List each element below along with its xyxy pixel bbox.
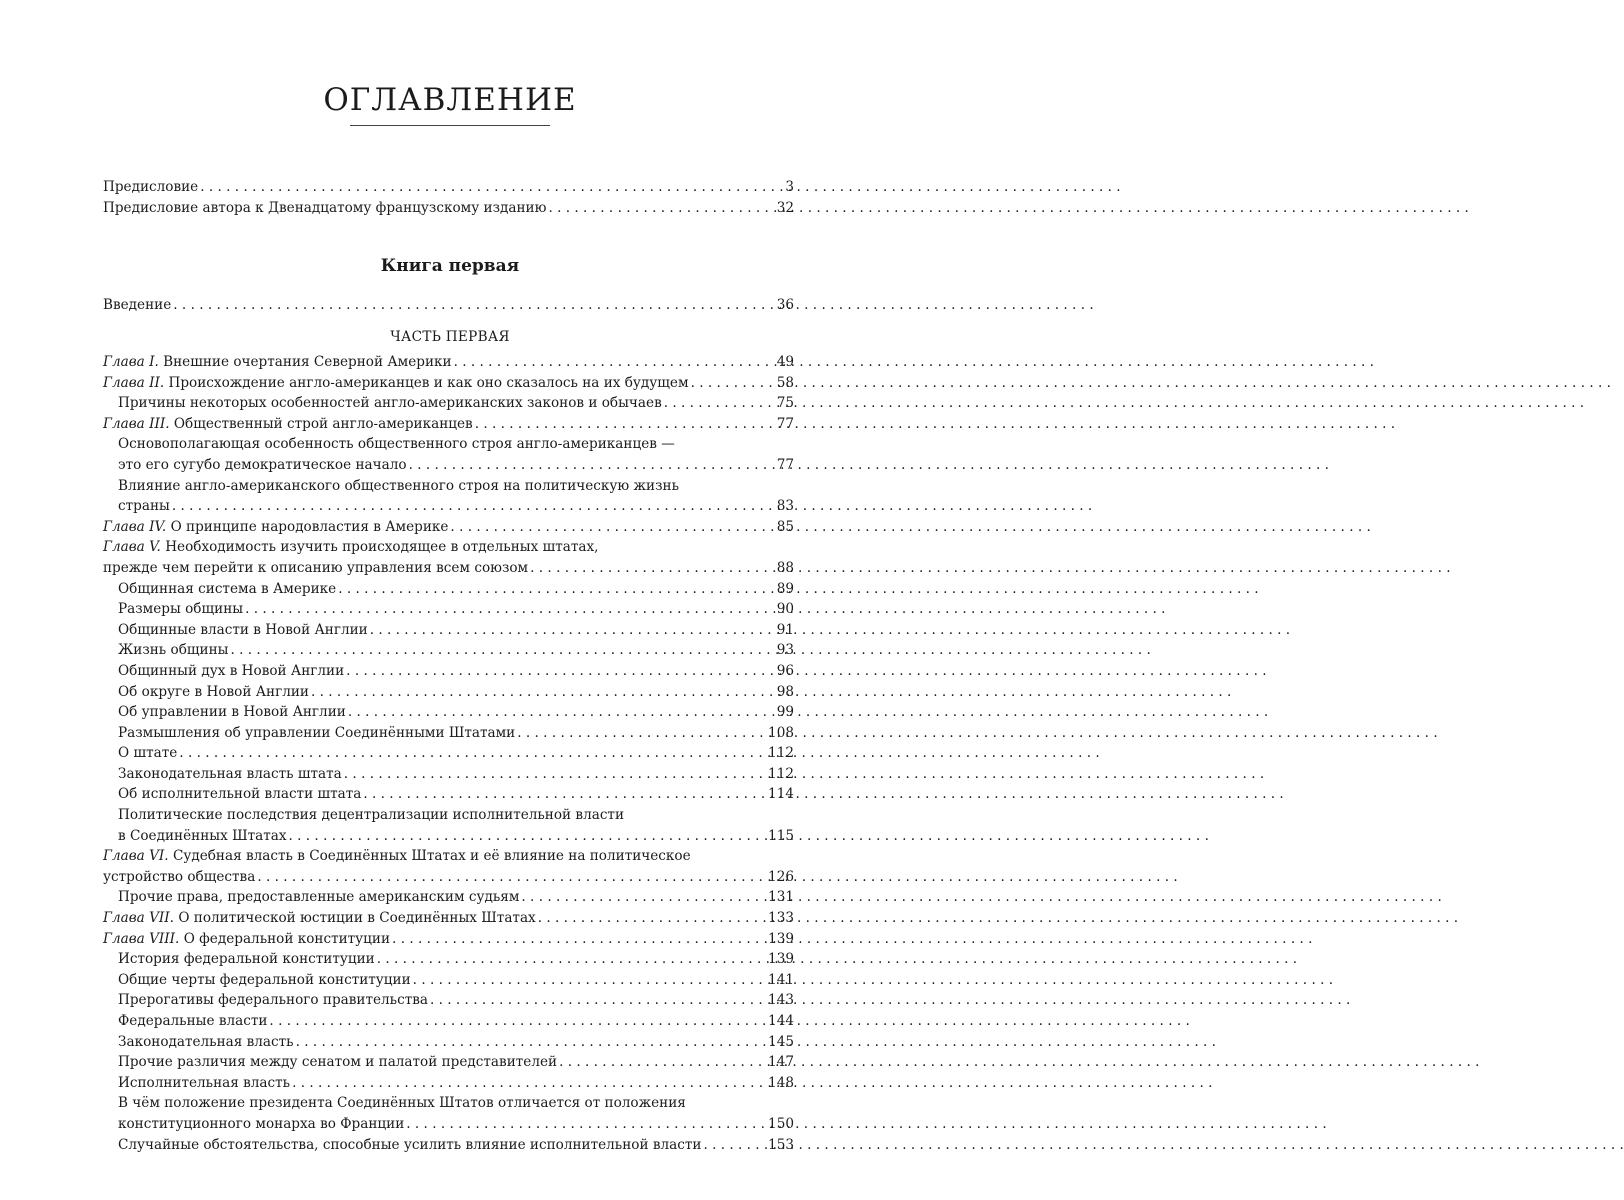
toc-page-number: 88 [776,559,794,576]
dot-leader [292,1073,766,1094]
toc-entry[interactable] [103,805,794,846]
page-title: ОГЛАВЛЕНИЕ [323,82,577,118]
toc-entry-text: Случайные обстоятельства, способные усилить влияние исполнительной власти [118,1136,702,1153]
dot-leader [245,599,775,620]
toc-entry[interactable] [103,764,794,785]
dot-leader [454,352,775,373]
dot-leader [664,393,775,414]
toc-page-number: 143 [768,992,794,1009]
toc-entry-text: Исполнительная власть [118,1074,291,1091]
front-matter-list [103,177,794,218]
toc-page-number: 77 [776,456,794,473]
part-heading: ЧАСТЬ ПЕРВАЯ [390,329,510,345]
dot-leader [406,1114,766,1135]
toc-entry[interactable] [103,702,794,723]
toc-entry-text: устройство общества [103,868,256,885]
toc-page-number: 83 [776,498,794,515]
toc-page-number: 112 [768,745,794,762]
dot-leader [172,496,775,517]
chapter-label: Глава VIII. [103,930,180,947]
toc-entry-text: Введение [103,297,172,313]
toc-page-number: 90 [776,601,794,618]
chapter-label: Глава III. [103,415,170,432]
toc-page-number: 147 [768,1054,794,1071]
toc-entry[interactable] [103,784,794,805]
dot-leader [173,295,774,316]
toc-page-number: 49 [776,354,794,370]
toc-entry-text: Прочие права, предоставленные американским судьям [118,889,520,906]
dot-leader [392,929,766,950]
toc-page-number: 153 [768,1136,794,1153]
toc-entry-text-line: Влияние англо-американского общественного строя на политическую жизнь [118,477,679,494]
toc-entry[interactable] [103,414,794,435]
toc-entry-text: страны [118,498,170,515]
toc-entry-text: Об округе в Новой Англии [118,683,309,700]
title-divider [350,125,550,126]
toc-entry-text: Общественный строй англо-американцев [173,415,473,432]
toc-entry[interactable] [103,295,794,316]
toc-entry-text: Общинная система в Америке [118,580,337,597]
toc-entry[interactable] [103,970,794,991]
toc-page-number: 141 [768,971,794,988]
chapter-label: Глава VI. [103,848,169,865]
chapter-label: Глава IV. [103,518,167,535]
dot-leader [691,373,775,394]
toc-entry-text: в Соединённых Штатах [118,827,287,844]
toc-entry-text: Прерогативы федерального правительства [118,992,428,1009]
toc-page-number: 126 [768,868,794,885]
dot-leader [363,784,766,805]
chapter-label: Глава VII. [103,910,174,927]
toc-entry[interactable] [103,723,794,744]
dot-leader [475,414,775,435]
toc-entry-text: Об исполнительной власти штата [118,786,362,803]
toc-page-number: 91 [776,621,794,638]
toc-list [103,352,794,1155]
toc-entry[interactable] [103,434,794,475]
chapter-label: Глава I. [103,354,159,370]
toc-page-number: 131 [768,889,794,906]
toc-entry-text: Размеры общины [118,601,244,618]
toc-entry-text: Внешние очертания Северной Америки [163,354,452,370]
toc-entry[interactable] [103,373,794,394]
toc-entry-text: Происхождение англо-американцев и как оно сказалось на их будущем [168,374,689,391]
dot-leader [289,826,767,847]
toc-entry[interactable] [103,929,794,950]
toc-entry[interactable] [103,198,794,219]
dot-leader [530,558,775,579]
toc-entry-text: прежде чем перейти к описанию управления всем союзом [103,559,529,576]
chapter-label: Глава II. [103,374,165,391]
toc-entry[interactable] [103,743,794,764]
toc-page-number: 77 [776,415,794,432]
toc-page-number: 112 [768,765,794,782]
dot-leader [230,640,774,661]
toc-entry-text: История федеральной конституции [118,951,375,968]
toc-page-number: 115 [768,827,794,844]
dot-leader [559,1052,766,1073]
dot-leader [517,723,766,744]
toc-entry[interactable] [103,599,794,620]
toc-entry-text: Прочие различия между сенатом и палатой представителей [118,1054,558,1071]
toc-page-number: 96 [776,662,794,679]
dot-leader [296,1032,766,1053]
toc-page-number: 139 [768,930,794,947]
toc-entry-text: Предисловие автора к Двенадцатому французскому изданию [103,199,547,216]
toc-page-number: 32 [776,199,794,216]
toc-page-number: 139 [768,951,794,968]
toc-entry[interactable] [103,1073,794,1094]
toc-entry-text-line: Основополагающая особенность общественного строя англо-американцев — [118,436,675,453]
dot-leader [450,517,774,538]
toc-entry[interactable] [103,620,794,641]
dot-leader [344,764,766,785]
toc-entry[interactable] [103,682,794,703]
toc-entry-text-line: Судебная власть в Соединённых Штатах и её влияние на политическое [172,848,691,865]
dot-leader [548,198,774,219]
toc-entry-text-line: Необходимость изучить происходящее в отдельных штатах, [165,539,599,556]
toc-page-number: 36 [776,297,794,313]
chapter-label: Глава V. [103,539,161,556]
intro-list [103,295,794,316]
toc-page-number: 98 [776,683,794,700]
dot-leader [200,177,778,198]
toc-page-number: 58 [776,374,794,391]
dot-leader [370,620,775,641]
toc-entry-text: Общинный дух в Новой Англии [118,662,345,679]
toc-page-number: 144 [768,1013,794,1029]
dot-leader [269,1011,766,1032]
toc-entry[interactable] [103,393,794,414]
toc-entry[interactable] [103,949,794,970]
toc-page-number: 89 [776,580,794,597]
book-heading: Книга первая [380,256,520,276]
toc-page-number: 3 [785,179,794,195]
toc-entry[interactable] [103,1052,794,1073]
toc-entry-text: О штате [118,745,178,762]
dot-leader [348,702,775,723]
toc-entry[interactable] [103,661,794,682]
toc-page-number: 93 [776,642,794,659]
dot-leader [338,579,774,600]
toc-entry[interactable] [103,1011,794,1032]
toc-entry-text: Законодательная власть штата [118,765,342,782]
toc-entry-text: Причины некоторых особенностей англо-американских законов и обычаев [118,395,662,412]
toc-entry[interactable] [103,887,794,908]
toc-entry-text: Об управлении в Новой Англии [118,704,346,721]
toc-entry-text: это его сугубо демократическое начало [118,456,407,473]
dot-leader [430,990,766,1011]
dot-leader [703,1135,766,1156]
dot-leader [257,867,766,888]
dot-leader [377,949,766,970]
toc-entry[interactable] [103,1135,794,1156]
toc-entry[interactable] [103,908,794,929]
toc-entry[interactable] [103,1032,794,1053]
toc-page-number: 114 [768,786,794,803]
dot-leader [413,970,766,991]
toc-entry-text: Законодательная власть [118,1033,294,1050]
toc-entry-text: О федеральной конституции [183,930,391,947]
dot-leader [346,661,775,682]
dot-leader [179,743,766,764]
toc-entry[interactable] [103,352,794,373]
toc-entry[interactable] [103,640,794,661]
toc-page-number: 85 [776,518,794,535]
toc-entry-text: Размышления об управлении Соединёнными Штатами [118,724,516,741]
toc-entry[interactable] [103,537,794,578]
toc-page-number: 148 [768,1074,794,1091]
toc-entry-text: Жизнь общины [118,642,229,659]
toc-entry-text: Общинные власти в Новой Англии [118,621,368,638]
toc-entry[interactable] [103,1093,794,1134]
toc-page-number: 133 [768,910,794,927]
toc-page-number: 108 [768,724,794,741]
toc-entry-text: О политической юстиции в Соединённых Штатах [178,910,536,927]
toc-entry-text: Предисловие [103,179,199,195]
toc-entry[interactable] [103,517,794,538]
toc-entry[interactable] [103,579,794,600]
toc-page-number: 99 [776,704,794,721]
dot-leader [409,455,775,476]
dot-leader [311,682,775,703]
toc-entry-text: О принципе народовластия в Америке [170,518,449,535]
toc-page-number: 75 [776,395,794,412]
toc-entry[interactable] [103,846,794,887]
toc-entry-text: Федеральные власти [118,1013,268,1029]
dot-leader [521,887,766,908]
toc-entry-text: конституционного монарха во Франции [118,1115,405,1132]
toc-page-number: 150 [768,1115,794,1132]
toc-entry-text-line: Политические последствия децентрализации исполнительной власти [118,807,625,824]
toc-page-number: 145 [768,1033,794,1050]
toc-entry[interactable] [103,177,794,198]
toc-entry[interactable] [103,476,794,517]
toc-entry-text: Общие черты федеральной конституции [118,971,411,988]
dot-leader [538,908,766,929]
toc-entry[interactable] [103,990,794,1011]
toc-entry-text-line: В чём положение президента Соединённых Штатов отличается от положения [118,1095,686,1112]
